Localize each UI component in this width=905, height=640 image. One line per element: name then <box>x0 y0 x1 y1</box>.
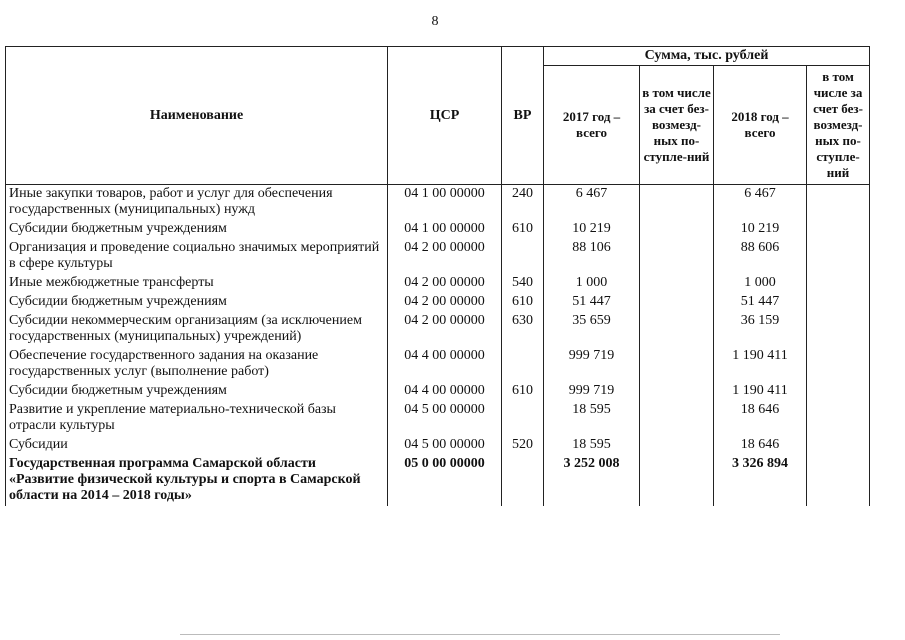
cell-i2017 <box>640 185 714 221</box>
cell-csr: 04 2 00 00000 <box>388 274 502 293</box>
cell-i2017 <box>640 220 714 239</box>
cell-i2017 <box>640 274 714 293</box>
cell-csr: 04 5 00 00000 <box>388 436 502 455</box>
header-2018-total: 2018 год – всего <box>714 66 807 185</box>
table-row <box>6 382 870 401</box>
cell-i2018 <box>807 455 870 506</box>
cell-name: Развитие и укрепление материально-технической базы отрасли культуры <box>6 401 388 436</box>
cell-v2018: 3 326 894 <box>714 455 807 506</box>
table-row <box>6 239 870 274</box>
header-2017-incl: в том числе за счет без-возмезд-ных по-ступле-ний <box>640 66 714 185</box>
cell-v2017: 999 719 <box>544 347 640 382</box>
cell-i2018 <box>807 185 870 221</box>
cell-v2017: 51 447 <box>544 293 640 312</box>
cell-vr: 610 <box>502 293 544 312</box>
cell-v2018: 18 646 <box>714 401 807 436</box>
table-row <box>6 436 870 455</box>
cell-v2018: 1 190 411 <box>714 382 807 401</box>
cell-csr: 04 4 00 00000 <box>388 347 502 382</box>
cell-i2018 <box>807 312 870 347</box>
header-csr: ЦСР <box>388 47 502 185</box>
cell-i2018 <box>807 382 870 401</box>
table-row <box>6 293 870 312</box>
cell-vr <box>502 347 544 382</box>
cell-v2017: 35 659 <box>544 312 640 347</box>
header-name: Наименование <box>6 47 388 185</box>
cell-v2017: 18 595 <box>544 401 640 436</box>
cell-name: Субсидии бюджетным учреждениям <box>6 293 388 312</box>
cell-name: Обеспечение государственного задания на оказание государственных услуг (выполнение работ) <box>6 347 388 382</box>
cell-v2018: 6 467 <box>714 185 807 221</box>
header-2018-incl: в том числе за счет без-возмезд-ных по-ступле-ний <box>807 66 870 185</box>
cell-v2017: 1 000 <box>544 274 640 293</box>
cell-vr: 610 <box>502 382 544 401</box>
cell-i2018 <box>807 401 870 436</box>
cell-csr: 04 2 00 00000 <box>388 293 502 312</box>
header-2017-total: 2017 год – всего <box>544 66 640 185</box>
cell-i2018 <box>807 239 870 274</box>
cell-vr: 540 <box>502 274 544 293</box>
cell-i2017 <box>640 401 714 436</box>
cell-v2018: 51 447 <box>714 293 807 312</box>
cell-v2018: 1 190 411 <box>714 347 807 382</box>
cell-vr <box>502 455 544 506</box>
cell-csr: 04 5 00 00000 <box>388 401 502 436</box>
cell-v2018: 36 159 <box>714 312 807 347</box>
cell-i2017 <box>640 239 714 274</box>
cell-i2017 <box>640 455 714 506</box>
table-row <box>6 312 870 347</box>
cell-i2018 <box>807 220 870 239</box>
table-row <box>6 185 870 221</box>
cell-csr: 04 2 00 00000 <box>388 239 502 274</box>
cell-i2017 <box>640 312 714 347</box>
cell-name: Организация и проведение социально значимых мероприятий в сфере культуры <box>6 239 388 274</box>
cell-name: Субсидии бюджетным учреждениям <box>6 382 388 401</box>
cell-v2018: 1 000 <box>714 274 807 293</box>
cell-v2017: 10 219 <box>544 220 640 239</box>
cell-vr: 610 <box>502 220 544 239</box>
cell-name: Иные закупки товаров, работ и услуг для обеспечения государственных (муниципальных) нужд <box>6 185 388 221</box>
cell-i2018 <box>807 347 870 382</box>
table-body <box>6 185 870 507</box>
page-number: 8 <box>431 14 439 29</box>
cell-name: Субсидии некоммерческим организациям (за исключением государственных (муниципальных) учреждений) <box>6 312 388 347</box>
cell-v2017: 6 467 <box>544 185 640 221</box>
table-row <box>6 401 870 436</box>
table-row <box>6 455 870 506</box>
cell-i2017 <box>640 347 714 382</box>
cell-csr: 04 2 00 00000 <box>388 312 502 347</box>
cell-csr: 04 4 00 00000 <box>388 382 502 401</box>
table-row <box>6 220 870 239</box>
cell-v2017: 88 106 <box>544 239 640 274</box>
cell-vr: 520 <box>502 436 544 455</box>
cell-i2017 <box>640 382 714 401</box>
cell-v2017: 999 719 <box>544 382 640 401</box>
cell-csr: 04 1 00 00000 <box>388 185 502 221</box>
cell-v2018: 88 606 <box>714 239 807 274</box>
cell-name: Иные межбюджетные трансферты <box>6 274 388 293</box>
header-sum: Сумма, тыс. рублей <box>544 47 870 66</box>
cell-v2018: 10 219 <box>714 220 807 239</box>
table-row <box>6 274 870 293</box>
header-vr: ВР <box>502 47 544 185</box>
cell-vr <box>502 239 544 274</box>
cell-v2018: 18 646 <box>714 436 807 455</box>
cell-name: Субсидии бюджетным учреждениям <box>6 220 388 239</box>
cell-csr: 04 1 00 00000 <box>388 220 502 239</box>
bottom-scan-line <box>180 634 780 635</box>
cell-i2017 <box>640 293 714 312</box>
cell-vr <box>502 401 544 436</box>
cell-i2018 <box>807 274 870 293</box>
budget-table <box>5 46 870 506</box>
cell-v2017: 3 252 008 <box>544 455 640 506</box>
cell-vr: 240 <box>502 185 544 221</box>
cell-vr: 630 <box>502 312 544 347</box>
cell-i2017 <box>640 436 714 455</box>
cell-i2018 <box>807 293 870 312</box>
cell-v2017: 18 595 <box>544 436 640 455</box>
cell-i2018 <box>807 436 870 455</box>
cell-name: Субсидии <box>6 436 388 455</box>
cell-csr: 05 0 00 00000 <box>388 455 502 506</box>
table-row <box>6 347 870 382</box>
cell-name: Государственная программа Самарской области «Развитие физической культуры и спорта в Самарской области на 2014 – 2018 годы» <box>6 455 388 506</box>
